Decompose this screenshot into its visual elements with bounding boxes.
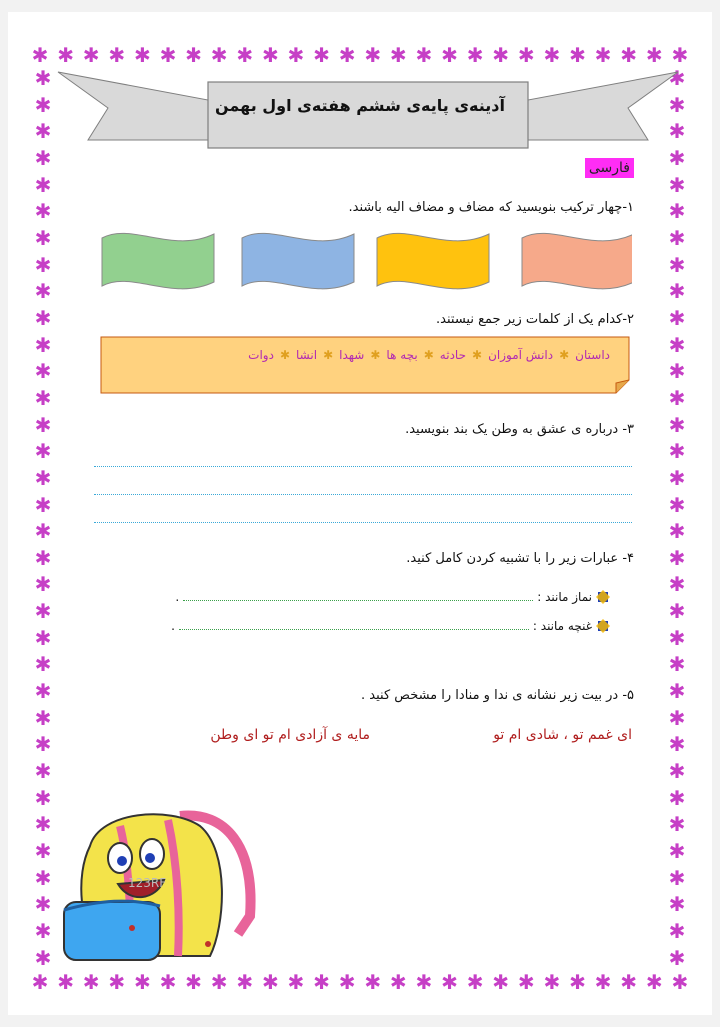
border-star-icon: ✱ [34, 705, 52, 730]
word-item[interactable]: دانش آموزان [488, 348, 554, 362]
question-2: ۲-کدام یک از کلمات زیر جمع نیستند. [436, 312, 634, 327]
border-star-icon: ✱ [668, 225, 686, 250]
fill-item-2[interactable] [171, 619, 610, 633]
question-1: ۱-چهار ترکیب بنویسید که مضاف و مضاف الیه باشند. [348, 200, 634, 215]
border-star-icon: ✱ [236, 970, 254, 994]
border-star-icon: ✱ [645, 43, 663, 67]
border-star-icon: ✱ [364, 43, 382, 67]
border-star-icon: ✱ [569, 970, 586, 994]
border-star-icon: ✱ [668, 439, 686, 464]
verse-part-2: مایه ی آزادی ام تو ای وطن [210, 727, 370, 743]
border-star-icon: ✱ [34, 279, 52, 304]
border-star-icon: ✱ [34, 92, 52, 117]
border-star-icon: ✱ [668, 599, 686, 624]
border-star-icon: ✱ [668, 625, 686, 650]
border-star-icon: ✱ [34, 519, 52, 544]
border-star-icon: ✱ [31, 970, 49, 994]
verse-part-1: ای غمم تو ، شادی ام تو [493, 727, 632, 743]
border-star-icon: ✱ [34, 919, 52, 943]
flag-box-3[interactable] [242, 233, 354, 288]
border-star-icon: ✱ [668, 172, 686, 197]
border-star-icon: ✱ [34, 625, 52, 650]
border-star-icon: ✱ [34, 172, 52, 197]
border-star-icon: ✱ [34, 225, 52, 250]
border-star-icon: ✱ [185, 970, 202, 994]
answer-line-3[interactable] [94, 522, 632, 523]
border-star-icon: ✱ [34, 812, 52, 837]
word-item[interactable]: داستان [575, 348, 610, 362]
border-star-icon: ✱ [668, 119, 686, 144]
border-star-icon: ✱ [133, 970, 151, 994]
word-note-box [100, 336, 630, 394]
border-star-icon: ✱ [492, 43, 510, 67]
border-star-icon: ✱ [645, 970, 663, 994]
border-star-icon: ✱ [210, 43, 228, 67]
border-star-icon: ✱ [338, 970, 356, 994]
border-star-icon: ✱ [668, 785, 686, 810]
border-star-icon: ✱ [34, 865, 52, 890]
border-star-icon: ✱ [261, 43, 279, 67]
border-star-icon: ✱ [185, 43, 202, 67]
border-star-icon: ✱ [668, 519, 686, 544]
border-star-icon: ✱ [313, 43, 330, 67]
border-star-icon: ✱ [287, 970, 305, 994]
arrow-bullet-icon [596, 590, 610, 604]
border-star-icon: ✱ [594, 970, 612, 994]
wave-flag-boxes [92, 228, 632, 298]
border-star-icon: ✱ [668, 305, 686, 330]
border-star-icon: ✱ [34, 599, 52, 624]
border-star-icon: ✱ [668, 572, 686, 597]
border-star-icon: ✱ [671, 43, 689, 67]
border-star-icon: ✱ [159, 43, 177, 67]
fill-item-1-end: . [175, 590, 180, 604]
question-4: ۴- عبارات زیر را با تشبیه کردن کامل کنید. [406, 551, 634, 566]
border-star-icon: ✱ [668, 545, 686, 570]
word-list [110, 348, 610, 362]
border-star-icon: ✱ [668, 199, 686, 224]
border-star-icon: ✱ [389, 970, 407, 994]
word-item[interactable]: حادثه [439, 348, 466, 362]
border-star-icon: ✱ [668, 892, 686, 917]
border-star-icon: ✱ [34, 545, 52, 570]
border-star-icon: ✱ [668, 412, 686, 437]
border-star-icon: ✱ [34, 145, 52, 170]
flag-box-4[interactable] [102, 233, 214, 288]
border-star-icon: ✱ [441, 43, 458, 67]
border-star-icon: ✱ [34, 465, 52, 490]
word-item[interactable]: انشا [296, 348, 318, 362]
border-star-icon: ✱ [668, 759, 686, 784]
border-star-icon: ✱ [108, 970, 126, 994]
question-3: ۳- درباره ی عشق به وطن یک بند بنویسید. [405, 422, 634, 437]
border-star-icon: ✱ [594, 43, 612, 67]
border-star-icon: ✱ [389, 43, 407, 67]
border-star-icon: ✱ [668, 252, 686, 277]
border-star-icon: ✱ [668, 839, 686, 864]
border-star-icon: ✱ [108, 43, 126, 67]
star-separator-icon: ✱ [472, 348, 483, 362]
border-star-icon: ✱ [34, 652, 52, 677]
border-star-icon: ✱ [466, 970, 484, 994]
border-star-icon: ✱ [569, 43, 586, 67]
border-star-icon: ✱ [543, 970, 561, 994]
border-star-icon: ✱ [82, 970, 100, 994]
word-item[interactable]: شهدا [339, 348, 365, 362]
border-star-icon: ✱ [668, 279, 686, 304]
border-star-icon: ✱ [517, 970, 535, 994]
border-star-icon: ✱ [668, 705, 686, 730]
border-star-icon: ✱ [338, 43, 356, 67]
fill-item-1[interactable] [175, 590, 610, 604]
border-star-icon: ✱ [668, 66, 686, 90]
border-star-icon: ✱ [57, 43, 74, 67]
border-star-icon: ✱ [34, 332, 52, 357]
border-star-icon: ✱ [668, 919, 686, 943]
fill-item-2-label: غنچه مانند : [532, 619, 592, 633]
border-star-icon: ✱ [34, 439, 52, 464]
border-star-icon: ✱ [34, 305, 52, 330]
border-star-icon: ✱ [34, 945, 52, 970]
border-star-icon: ✱ [313, 970, 330, 994]
border-star-icon: ✱ [34, 199, 52, 224]
border-star-icon: ✱ [668, 332, 686, 357]
border-star-icon: ✱ [492, 970, 510, 994]
border-star-icon: ✱ [34, 412, 52, 437]
fill-item-2-end: . [171, 619, 175, 633]
border-left [32, 68, 54, 968]
border-star-icon: ✱ [31, 43, 49, 67]
border-star-icon: ✱ [34, 679, 52, 704]
question-5: ۵- در بیت زیر نشانه ی ندا و منادا را مشخص کنید . [361, 688, 634, 703]
border-star-icon: ✱ [364, 970, 382, 994]
fill-item-1-blank[interactable] [183, 600, 533, 601]
border-star-icon: ✱ [517, 43, 535, 67]
border-star-icon: ✱ [287, 43, 305, 67]
border-star-icon: ✱ [210, 970, 228, 994]
border-star-icon: ✱ [34, 359, 52, 384]
flag-box-2[interactable] [377, 233, 489, 288]
border-star-icon: ✱ [668, 812, 686, 837]
border-star-icon: ✱ [668, 652, 686, 677]
border-star-icon: ✱ [34, 385, 52, 410]
border-star-icon: ✱ [668, 359, 686, 384]
border-star-icon: ✱ [668, 865, 686, 890]
border-star-icon: ✱ [543, 43, 561, 67]
star-separator-icon: ✱ [323, 348, 334, 362]
border-star-icon: ✱ [34, 572, 52, 597]
border-star-icon: ✱ [34, 759, 52, 784]
border-star-icon: ✱ [133, 43, 151, 67]
border-star-icon: ✱ [668, 465, 686, 490]
answer-line-1[interactable] [94, 466, 632, 467]
border-star-icon: ✱ [159, 970, 177, 994]
border-star-icon: ✱ [57, 970, 74, 994]
border-star-icon: ✱ [668, 945, 686, 970]
border-star-icon: ✱ [82, 43, 100, 67]
border-star-icon: ✱ [236, 43, 254, 67]
answer-line-2[interactable] [94, 494, 632, 495]
border-star-icon: ✱ [261, 970, 279, 994]
arrow-bullet-icon [596, 619, 610, 633]
star-separator-icon: ✱ [559, 348, 570, 362]
border-star-icon: ✱ [668, 385, 686, 410]
border-star-icon: ✱ [668, 732, 686, 757]
star-separator-icon: ✱ [423, 348, 434, 362]
page-title: آدینه‌ی پایه‌ی ششم هفته‌ی اول بهمن [215, 96, 505, 115]
border-bottom [30, 972, 690, 994]
fill-item-2-blank[interactable] [179, 629, 529, 630]
border-star-icon: ✱ [668, 145, 686, 170]
border-star-icon: ✱ [34, 732, 52, 757]
subject-tag: فارسی [585, 158, 634, 178]
border-star-icon: ✱ [34, 839, 52, 864]
fill-item-1-label: نماز مانند : [537, 590, 592, 604]
border-star-icon: ✱ [671, 970, 689, 994]
border-right [666, 68, 688, 968]
flag-box-1[interactable] [522, 233, 632, 288]
border-star-icon: ✱ [415, 970, 433, 994]
border-star-icon: ✱ [34, 492, 52, 517]
border-star-icon: ✱ [668, 492, 686, 517]
word-item[interactable]: دوات [248, 348, 274, 362]
border-star-icon: ✱ [620, 970, 638, 994]
border-star-icon: ✱ [34, 119, 52, 144]
word-item[interactable]: بچه ها [386, 348, 418, 362]
border-star-icon: ✱ [34, 252, 52, 277]
star-separator-icon: ✱ [370, 348, 381, 362]
border-star-icon: ✱ [668, 92, 686, 117]
border-star-icon: ✱ [620, 43, 638, 67]
border-star-icon: ✱ [466, 43, 484, 67]
border-star-icon: ✱ [415, 43, 433, 67]
watermark-text: 123RF [128, 876, 167, 890]
star-separator-icon: ✱ [279, 348, 291, 362]
border-star-icon: ✱ [668, 679, 686, 704]
border-star-icon: ✱ [441, 970, 458, 994]
border-star-icon: ✱ [34, 785, 52, 810]
border-star-icon: ✱ [34, 66, 52, 90]
border-star-icon: ✱ [34, 892, 52, 917]
